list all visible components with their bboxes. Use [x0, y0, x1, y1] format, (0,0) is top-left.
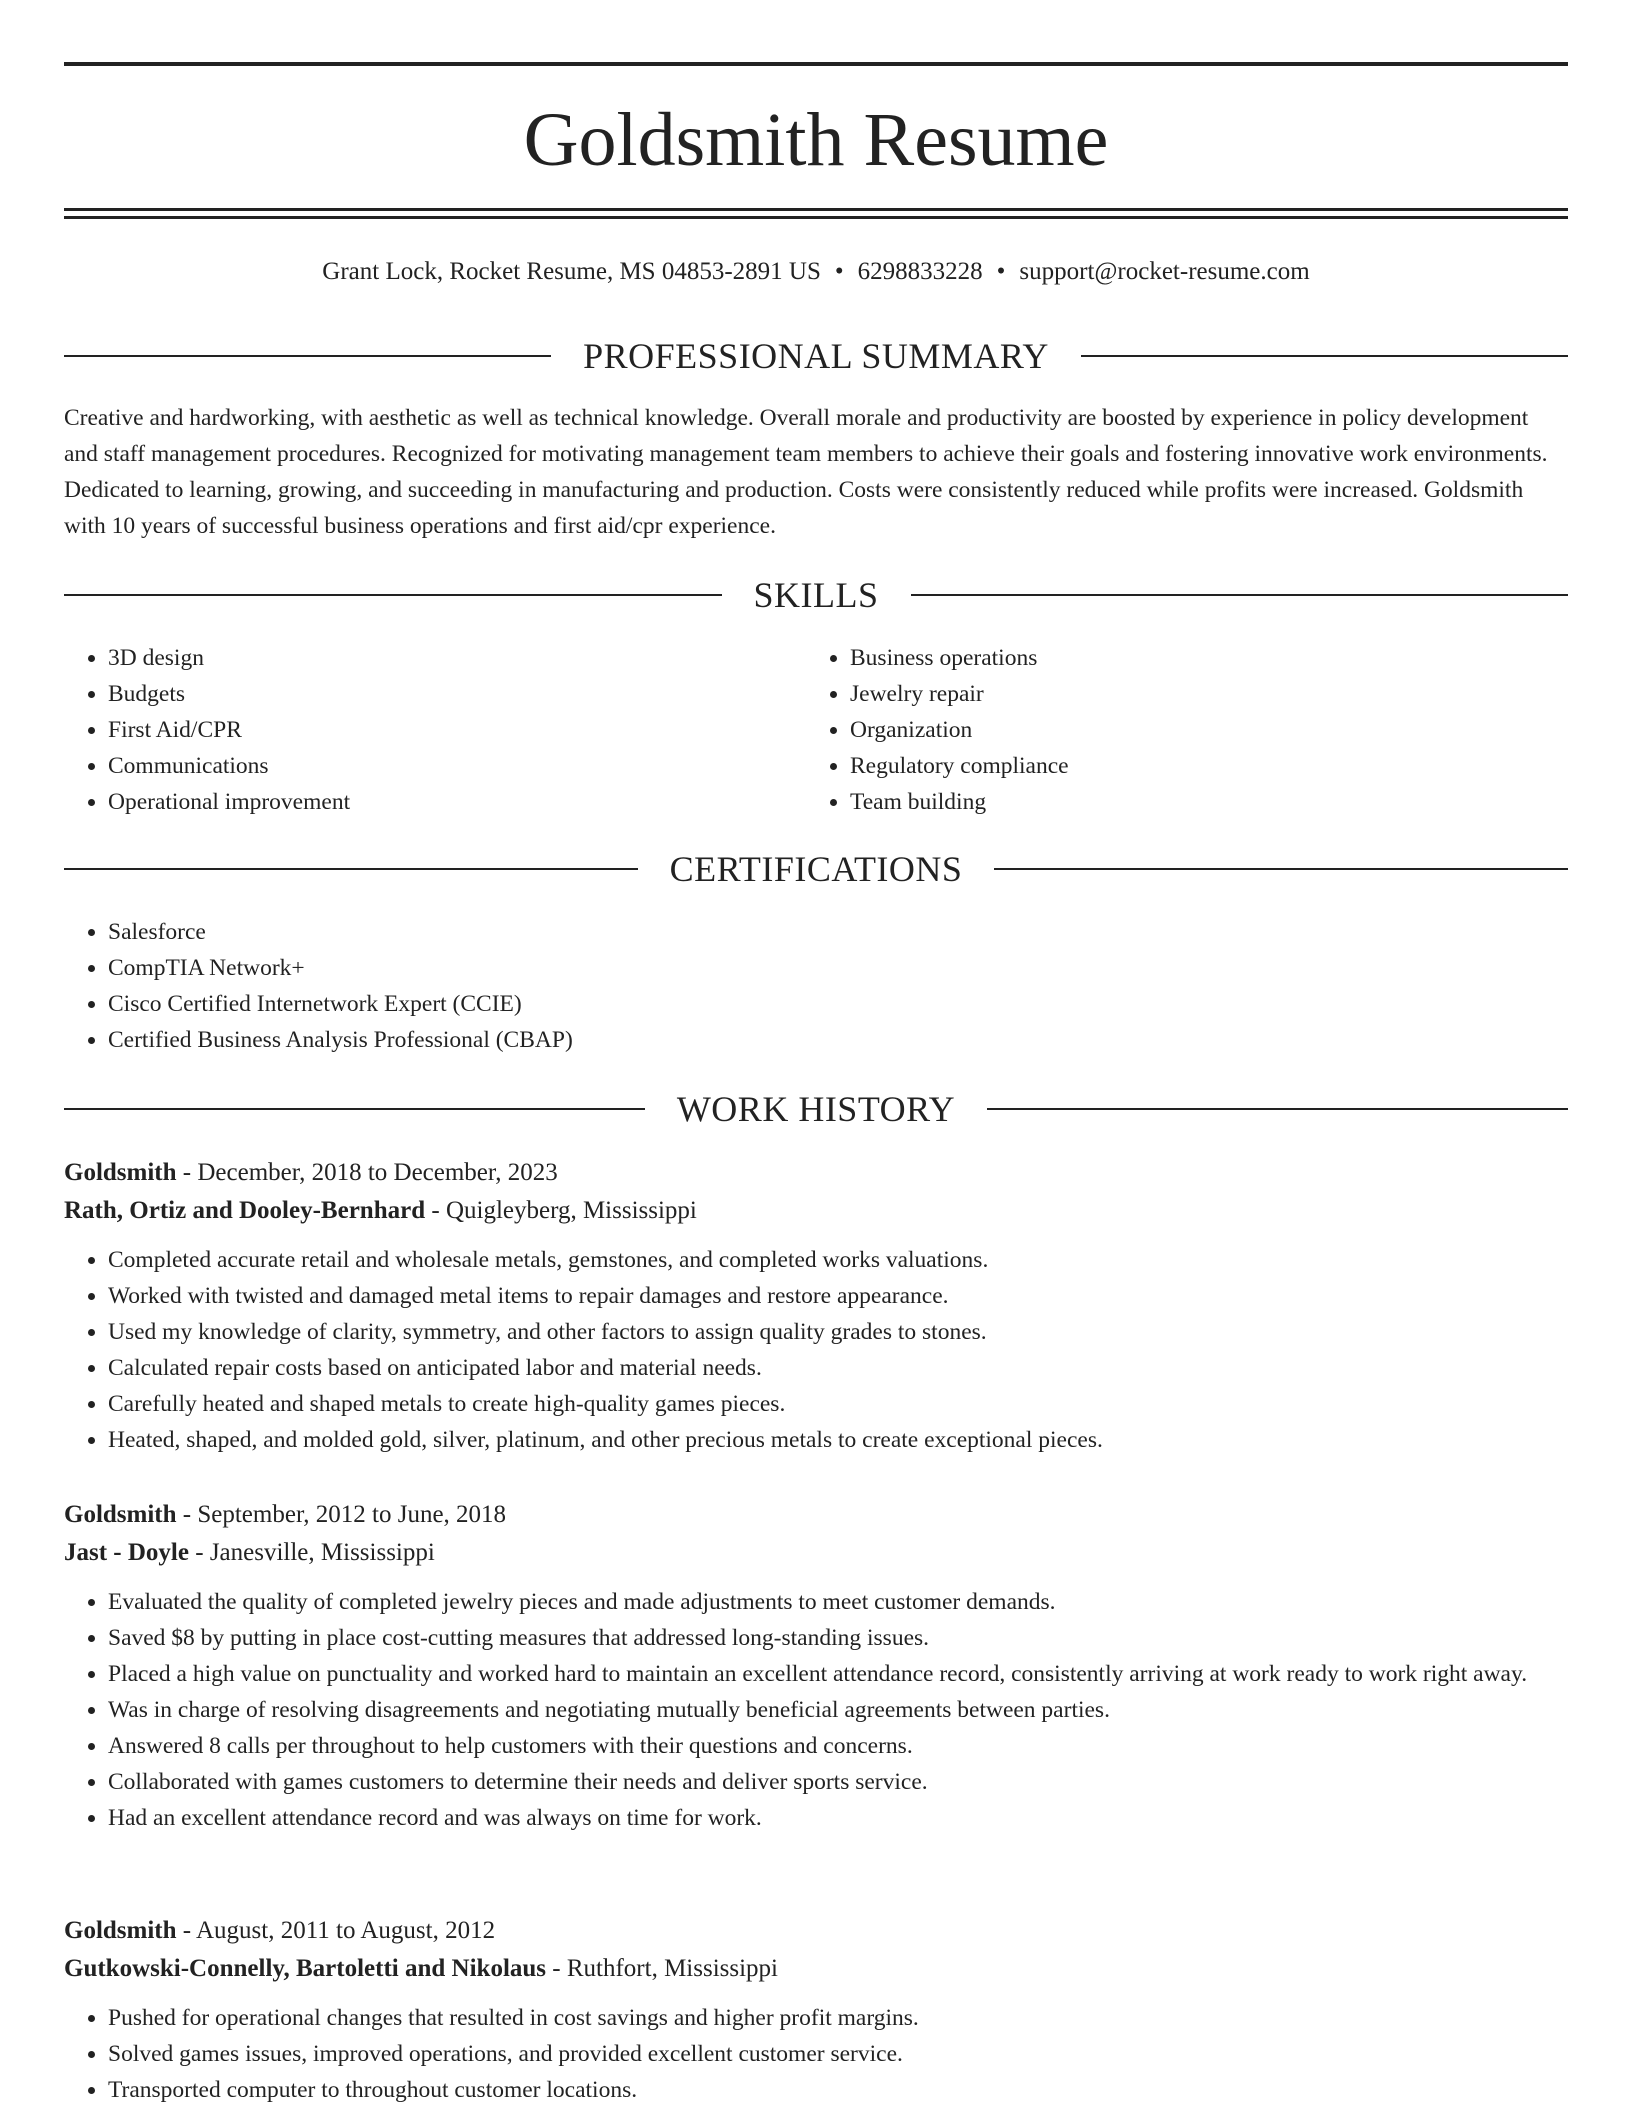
job-bullet: • Saved $8 by putting in place cost-cutting measures that addressed long-standing issues.: [108, 1620, 1568, 1656]
job-bullet: • Pushed for operational changes that resulted in cost savings and higher profit margins.: [108, 2000, 1568, 2036]
section-heading-summary: [64, 334, 1568, 378]
job-company-line: Jast - Doyle - Janesville, Mississippi: [64, 1539, 435, 1566]
job-title: Goldsmith: [64, 1501, 177, 1528]
job-company-line: Rath, Ortiz and Dooley-Bernhard - Quigleyberg, Mississippi: [64, 1197, 697, 1224]
certification-item: • Cisco Certified Internetwork Expert (CCIE): [108, 986, 1064, 1022]
job-dates: September, 2012 to June, 2018: [197, 1501, 507, 1528]
skills-list-left: [64, 640, 764, 820]
heading-rule: [1081, 355, 1568, 357]
job-location: Janesville, Mississippi: [209, 1539, 435, 1566]
job-bullet: • Placed a high value on punctuality and worked hard to maintain an excellent attendance record, consistently arriving at work ready to work right away.: [108, 1656, 1568, 1692]
skill-item: • Business operations: [850, 640, 1506, 676]
job-bullet: • Evaluated the quality of completed jewelry pieces and made adjustments to meet customer demands.: [108, 1584, 1568, 1620]
job-bullet: • Transported computer to throughout customer locations.: [108, 2072, 1568, 2108]
job-bullets: [64, 2000, 1568, 2108]
skill-item: • Budgets: [108, 676, 764, 712]
heading-rule: [64, 868, 638, 870]
job-entry: [64, 1912, 1568, 2108]
skill-item: • Jewelry repair: [850, 676, 1506, 712]
section-title: PROFESSIONAL SUMMARY: [583, 336, 1049, 376]
certification-item: • Salesforce: [108, 914, 1064, 950]
heading-rule: [911, 594, 1569, 596]
job-bullets: [64, 1584, 1568, 1836]
heading-rule: [994, 868, 1568, 870]
heading-rule: [64, 355, 551, 357]
job-title-line: Goldsmith - December, 2018 to December, 2023: [64, 1159, 558, 1186]
section-heading-skills: [64, 573, 1568, 617]
heading-rule: [64, 1108, 645, 1110]
certifications-block: [64, 914, 1064, 1058]
job-bullet: • Had an excellent attendance record and was always on time for work.: [108, 1800, 1568, 1836]
job-dates: December, 2018 to December, 2023: [197, 1159, 558, 1186]
job-bullet: • Worked with twisted and damaged metal items to repair damages and restore appearance.: [108, 1278, 1568, 1314]
job-entry: [64, 1496, 1568, 1836]
section-heading-work-history: [64, 1087, 1568, 1131]
job-dates: August, 2011 to August, 2012: [195, 1917, 496, 1944]
heading-rule: [64, 594, 722, 596]
certifications-list: [64, 914, 1064, 1058]
contact-phone: 6298833228: [857, 258, 983, 285]
skills-right-column: [806, 640, 1506, 820]
resume-title: Goldsmith Resume: [523, 98, 1109, 182]
contact-separator: •: [996, 258, 1006, 285]
skills-list-right: [806, 640, 1506, 820]
job-title-line: Goldsmith - August, 2011 to August, 2012: [64, 1917, 496, 1944]
certification-item: • CompTIA Network+: [108, 950, 1064, 986]
job-bullets: [64, 1242, 1568, 1458]
certification-item: • Certified Business Analysis Professional (CBAP): [108, 1022, 1064, 1058]
job-company-line: Gutkowski-Connelly, Bartoletti and Nikolaus - Ruthfort, Mississippi: [64, 1955, 779, 1982]
job-title: Goldsmith: [64, 1917, 177, 1944]
section-title: CERTIFICATIONS: [669, 849, 963, 889]
job-bullet: • Completed accurate retail and wholesale metals, gemstones, and completed works valuations.: [108, 1242, 1568, 1278]
summary-text: Creative and hardworking, with aesthetic as well as technical knowledge. Overall morale and productivity are boosted by experience in policy development and staff management procedures. Recognized for motivating management team members to achieve their goals and fostering innovative work environments. Dedicated to learning, growing, and succeeding in manufacturing and production. Costs were consistently reduced while profits were increased. Goldsmith with 10 years of successful business operations and first aid/cpr experience.: [64, 405, 1548, 539]
job-location: Ruthfort, Mississippi: [566, 1955, 779, 1982]
skills-left-column: [64, 640, 764, 820]
contact-address: Grant Lock, Rocket Resume, MS 04853-2891 US: [322, 258, 821, 285]
skill-item: • Organization: [850, 712, 1506, 748]
skill-item: • Communications: [108, 748, 764, 784]
job-entry: [64, 1154, 1568, 1458]
job-title: Goldsmith: [64, 1159, 177, 1186]
skill-item: • First Aid/CPR: [108, 712, 764, 748]
job-bullet: • Used my knowledge of clarity, symmetry, and other factors to assign quality grades to stones.: [108, 1314, 1568, 1350]
job-bullet: • Solved games issues, improved operations, and provided excellent customer service.: [108, 2036, 1568, 2072]
skill-item: • Operational improvement: [108, 784, 764, 820]
section-title: WORK HISTORY: [676, 1089, 956, 1129]
job-bullet: • Heated, shaped, and molded gold, silver, platinum, and other precious metals to create exceptional pieces.: [108, 1422, 1568, 1458]
skill-item: • Team building: [850, 784, 1506, 820]
job-bullet: • Carefully heated and shaped metals to create high-quality games pieces.: [108, 1386, 1568, 1422]
job-bullet: • Answered 8 calls per throughout to help customers with their questions and concerns.: [108, 1728, 1568, 1764]
skill-item: • 3D design: [108, 640, 764, 676]
job-bullet: • Collaborated with games customers to determine their needs and deliver sports service.: [108, 1764, 1568, 1800]
title-double-rule: [64, 208, 1568, 219]
job-company: Jast - Doyle: [64, 1539, 189, 1566]
contact-separator: •: [834, 258, 844, 285]
job-company: Gutkowski-Connelly, Bartoletti and Nikolaus: [64, 1955, 547, 1982]
top-rule: [64, 62, 1568, 66]
section-title: SKILLS: [753, 575, 879, 615]
section-heading-certifications: [64, 847, 1568, 891]
job-location: Quigleyberg, Mississippi: [445, 1197, 697, 1224]
contact-line: [64, 254, 1568, 290]
contact-email: support@rocket-resume.com: [1019, 258, 1310, 285]
job-bullet: • Was in charge of resolving disagreements and negotiating mutually beneficial agreements between parties.: [108, 1692, 1568, 1728]
job-bullet: • Calculated repair costs based on anticipated labor and material needs.: [108, 1350, 1568, 1386]
heading-rule: [987, 1108, 1568, 1110]
skill-item: • Regulatory compliance: [850, 748, 1506, 784]
job-company: Rath, Ortiz and Dooley-Bernhard: [64, 1197, 426, 1224]
job-title-line: Goldsmith - September, 2012 to June, 2018: [64, 1501, 507, 1528]
